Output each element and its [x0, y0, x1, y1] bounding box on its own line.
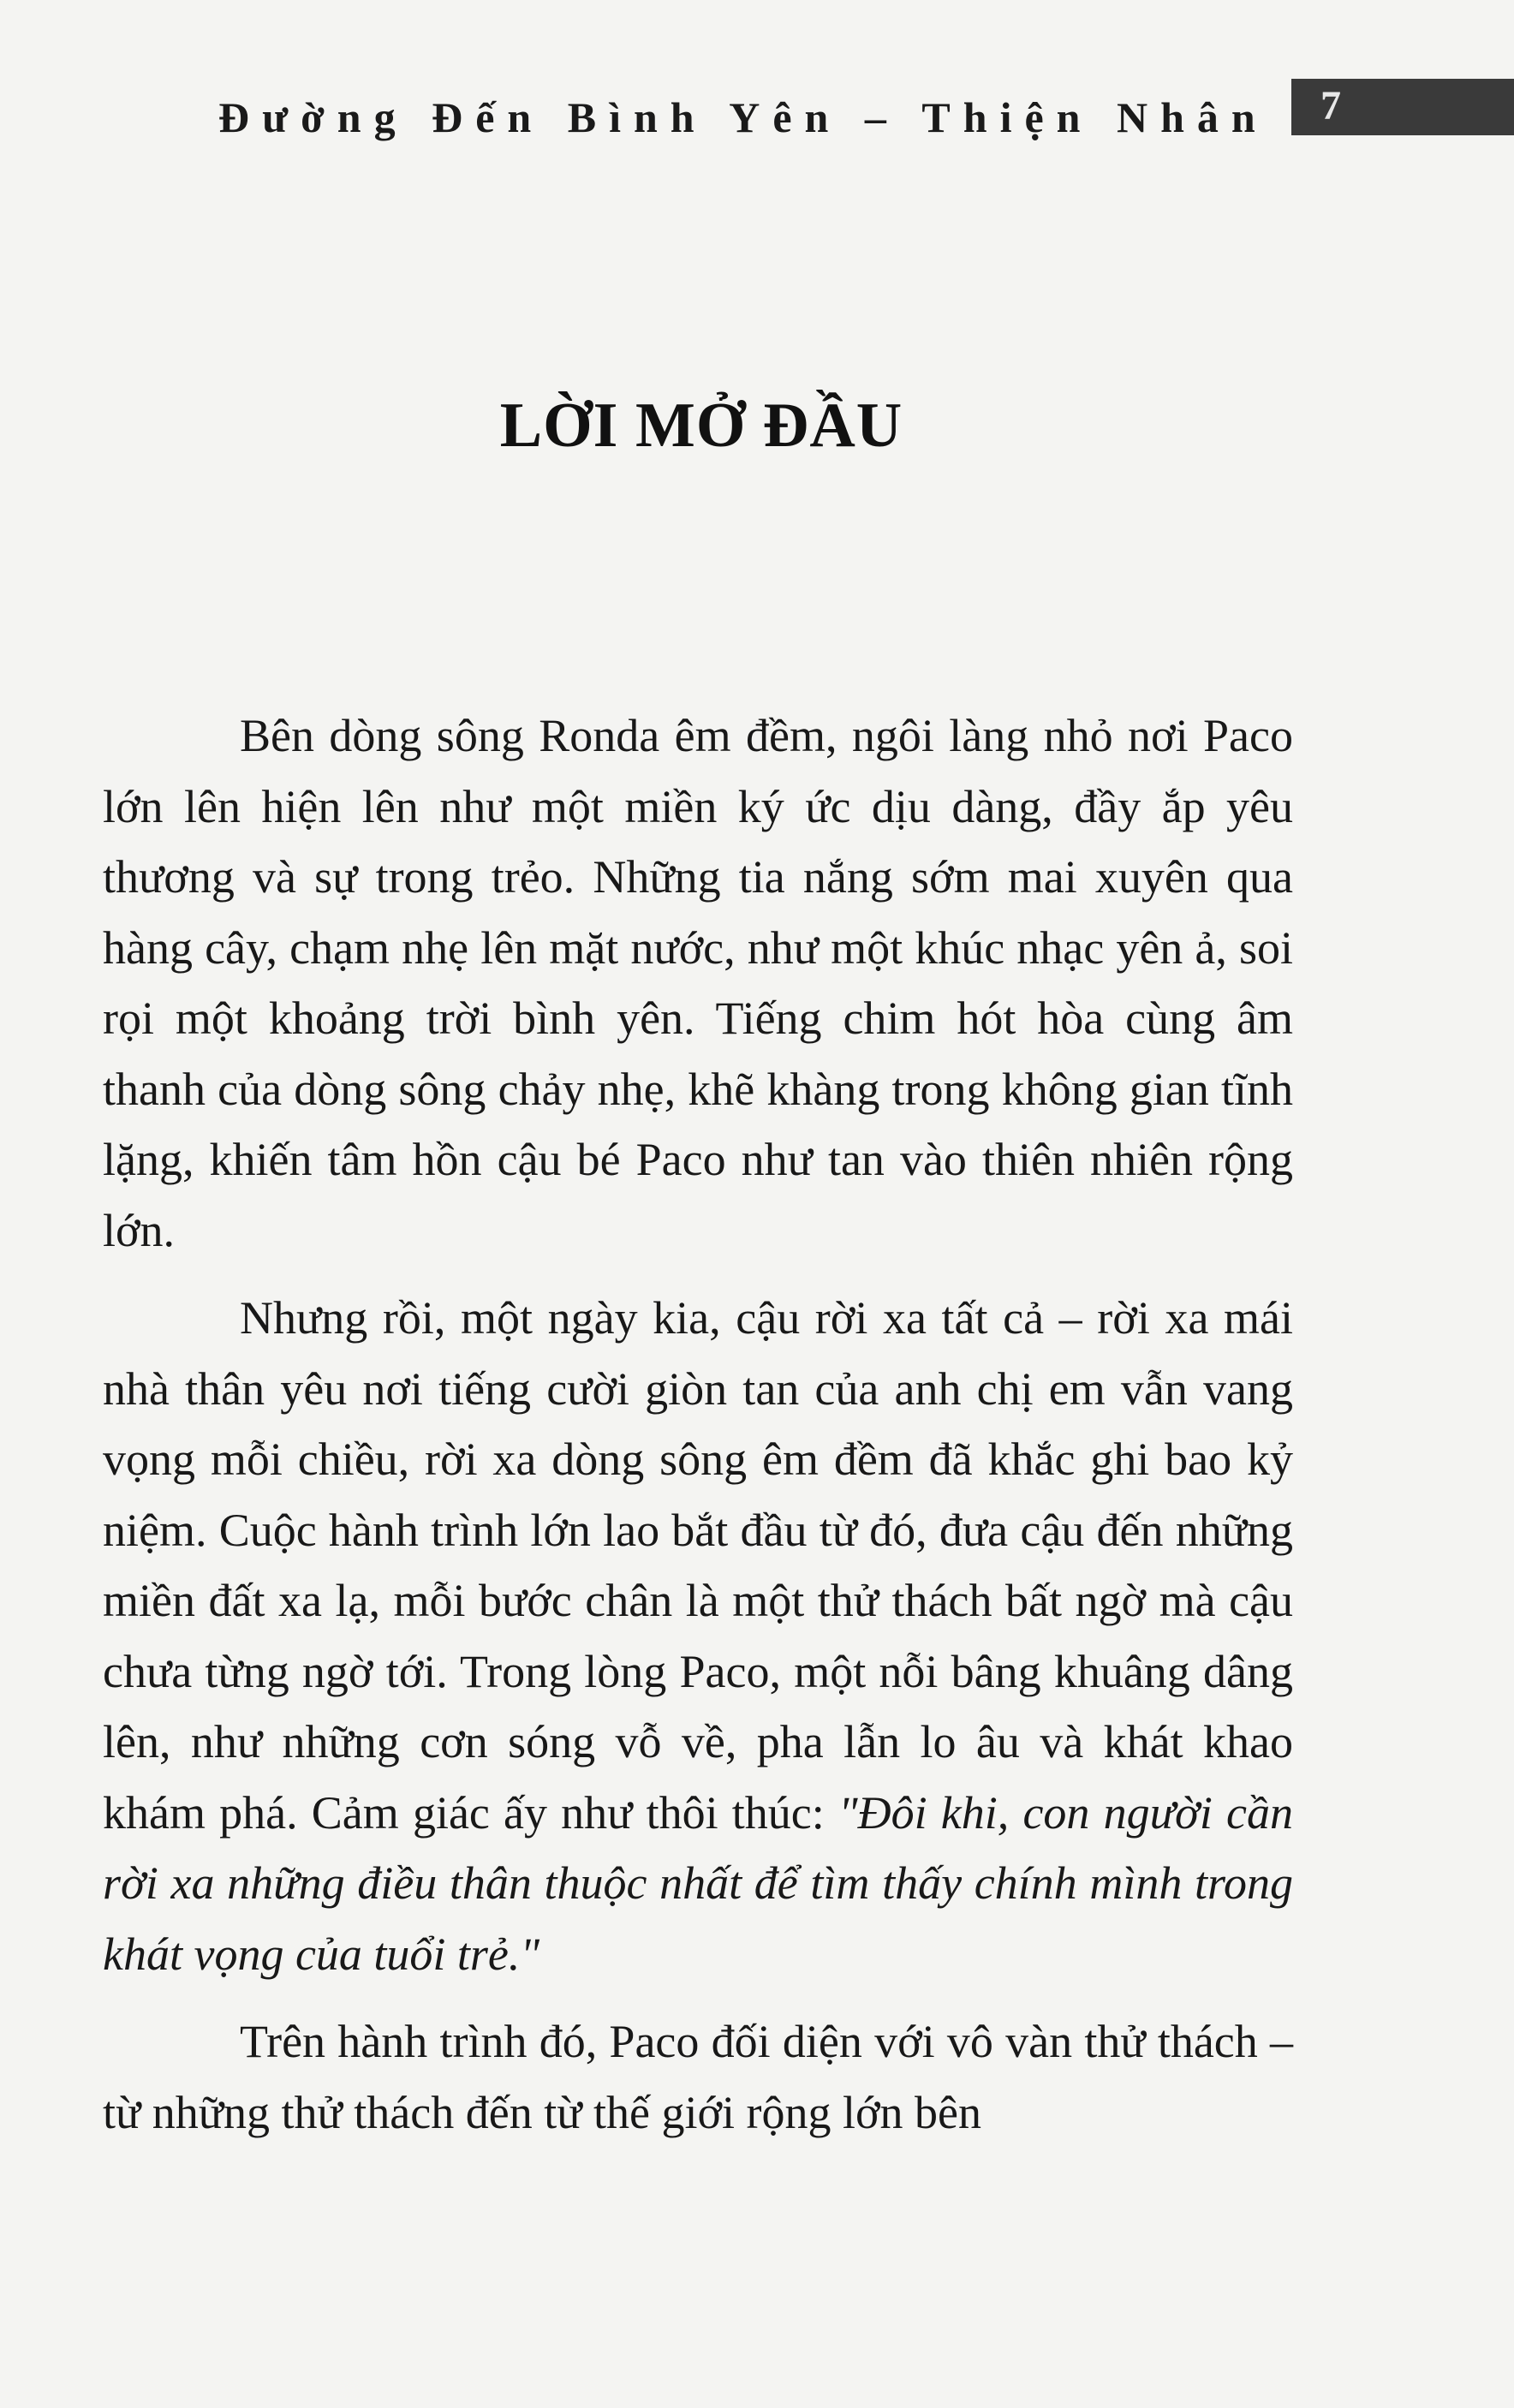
page-number: 7	[1320, 83, 1341, 128]
chapter-title: LỜI MỞ ĐẦU	[499, 390, 903, 461]
paragraph-3: Trên hành trình đó, Paco đối diện với vô vàn thử thách – từ những thử thách đến từ thế giới rộng lớn bên	[103, 2016, 1293, 2138]
running-header: Đường Đến Bình Yên – Thiện Nhân	[218, 93, 1268, 141]
body-text	[103, 700, 1293, 2148]
paragraph-2-text: Nhưng rồi, một ngày kia, cậu rời xa tất cả – rời xa mái nhà thân yêu nơi tiếng cười giòn tan của anh chị em vẫn vang vọng mỗi chiều, rời xa dòng sông êm đềm đã khắc ghi bao kỷ niệm. Cuộc hành trình lớn lao bắt đầu từ đó, đưa cậu đến những miền đất xa lạ, mỗi bước chân là một thử thách bất ngờ mà cậu chưa từng ngờ tới. Trong lòng Paco, một nỗi bâng khuâng dâng lên, như những cơn sóng vỗ về, pha lẫn lo âu và khát khao khám phá. Cảm giác ấy như thôi thúc:	[103, 1292, 1293, 1839]
paragraph-2	[103, 1283, 1293, 1989]
paragraph-2-quote: "Đôi khi, con người cần rời xa những điều thân thuộc nhất để tìm thấy chính mình trong khát vọng của tuổi trẻ."	[103, 1786, 1293, 1980]
paragraph-1: Bên dòng sông Ronda êm đềm, ngôi làng nhỏ nơi Paco lớn lên hiện lên như một miền ký ức dịu dàng, đầy ắp yêu thương và sự trong trẻo. Những tia nắng sớm mai xuyên qua hàng cây, chạm nhẹ lên mặt nước, như một khúc nhạc yên ả, soi rọi một khoảng trời bình yên. Tiếng chim hót hòa cùng âm thanh của dòng sông chảy nhẹ, khẽ khàng trong không gian tĩnh lặng, khiến tâm hồn cậu bé Paco như tan vào thiên nhiên rộng lớn.	[103, 710, 1293, 1256]
page-number-tab	[1291, 79, 1514, 135]
